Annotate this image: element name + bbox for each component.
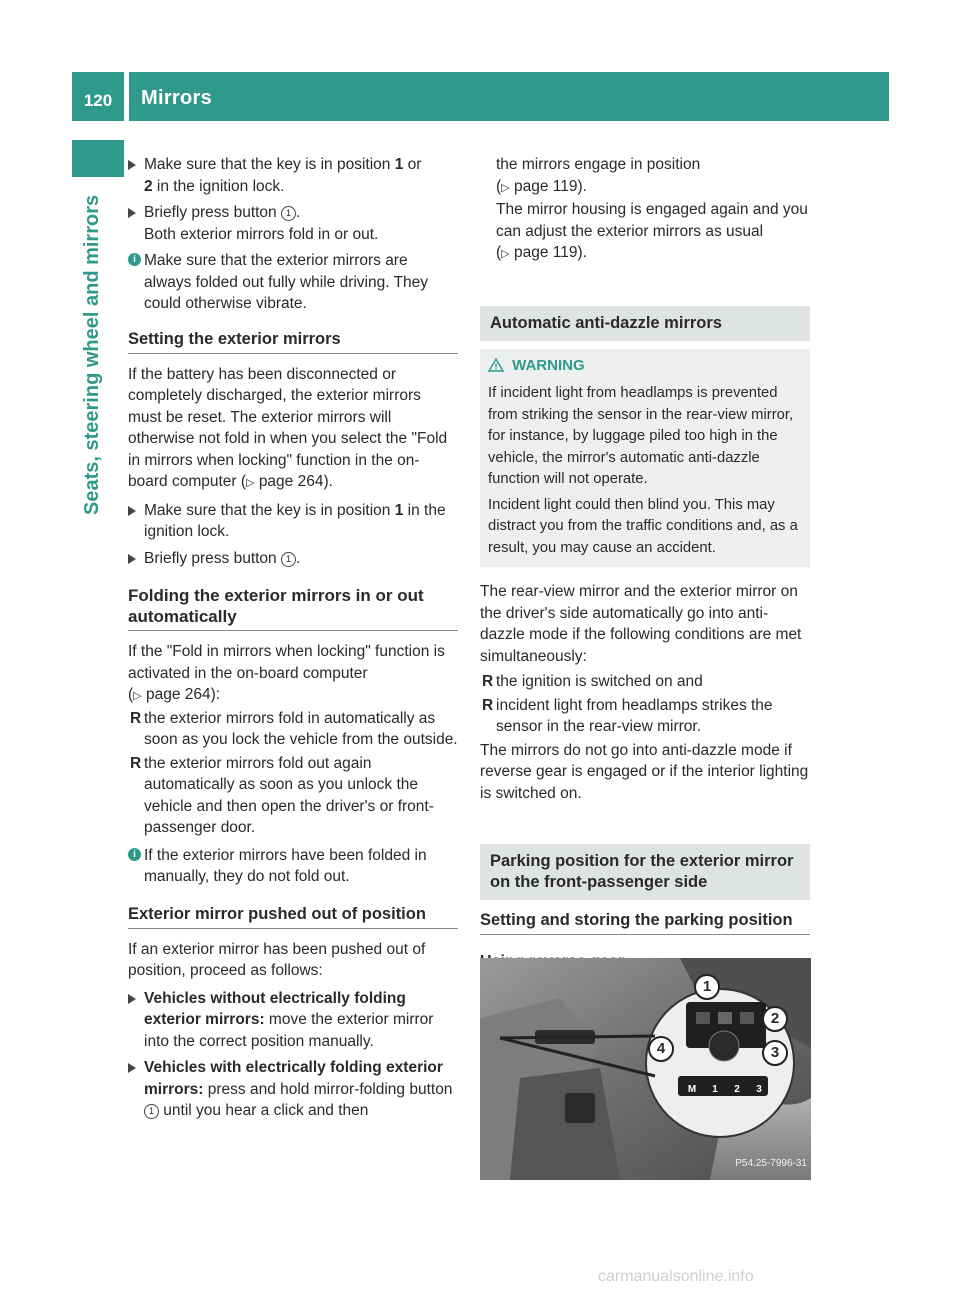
warning-box — [480, 349, 810, 568]
bullet-icon: R — [130, 754, 142, 772]
heading-setting-parking: Setting and storing the parking position — [480, 910, 810, 935]
step-without-folding: Vehicles without electrically folding exterior mirrors: move the exterior mirror into the correct position manually. — [128, 988, 458, 1053]
list-item: R incident light from headlamps strikes the sensor in the rear-view mirror. — [482, 696, 773, 735]
warning-text: Incident light could then blind you. This may distract you from the traffic conditions and, as a result, you may cause an accident. — [488, 496, 798, 556]
bullet-icon: R — [482, 673, 494, 690]
continued-text: the mirrors engage in position (▷ page 119). The mirror housing is engaged again and you can adjust the exterior mirrors as usual (▷ page 119). — [496, 156, 808, 261]
heading-pushed-out: Exterior mirror pushed out of position — [128, 904, 458, 929]
memory-button-2: 2 — [734, 1084, 740, 1095]
list-item: R the exterior mirrors fold in automatically as soon as you lock the vehicle from the outside. — [130, 709, 458, 748]
watermark-url: carmanualsonline.info — [598, 1268, 754, 1285]
warning-label: WARNING — [512, 356, 585, 374]
list-item: R the exterior mirrors fold out again automatically as soon as you unlock the vehicle and then open the driver's or front-passenger door. — [130, 754, 434, 836]
heading-folding-auto: Folding the exterior mirrors in or out automatically — [128, 585, 458, 631]
header-bar — [129, 72, 889, 121]
warning-triangle-icon — [488, 358, 504, 380]
paragraph-battery: If the battery has been disconnected or completely discharged, the exterior mirrors must be reset. The exterior mirrors will otherwise not fold in when you select the "Fold in mirrors when locking" function in the on-board computer (▷ page 264). — [128, 365, 448, 490]
section-parking-position: Parking position for the exterior mirror on the front-passenger side — [480, 844, 810, 900]
chapter-tab — [72, 140, 124, 177]
mirror-controls-photo — [480, 958, 811, 1180]
callout-3: 3 — [762, 1040, 788, 1066]
info-icon: i — [128, 253, 141, 266]
page-title: Mirrors — [141, 87, 213, 109]
button-1-symbol: 1 — [281, 552, 296, 567]
door-panel-illustration — [480, 958, 811, 1180]
step-with-folding: Vehicles with electrically folding exterior mirrors: press and hold mirror-folding button 1 until you hear a click and then — [128, 1057, 458, 1122]
step-key-position: Make sure that the key is in position 1 or 2 in the ignition lock. — [128, 154, 458, 197]
bullet-icon: R — [482, 696, 494, 714]
memory-button-3: 3 — [756, 1084, 762, 1095]
ref-arrow-icon: ▷ — [246, 477, 255, 489]
step-key-position-2: Make sure that the key is in position 1 in the ignition lock. — [128, 500, 458, 543]
memory-button-m: M — [687, 1084, 697, 1095]
chapter-title: Seats, steering wheel and mirrors — [81, 195, 103, 516]
photo-code: P54.25-7996-31 — [735, 1157, 807, 1169]
callout-4: 4 — [648, 1036, 674, 1062]
step-press-button-2: Briefly press button 1 . — [128, 548, 458, 570]
warning-text: If incident light from headlamps is prevented from striking the sensor in the rear-view mirror, for instance, by luggage piled too high in the vehicle, the mirror's automatic anti-dazzle function will not operate. — [488, 385, 794, 487]
step-press-button: Briefly press button 1 . Both exterior mirrors fold in or out. — [128, 202, 458, 245]
paragraph-no-dazzle: The mirrors do not go into anti-dazzle mode if reverse gear is engaged or if the interior lighting is switched on. — [480, 741, 809, 802]
page-number: 120 — [83, 91, 113, 110]
bullet-icon: R — [130, 709, 142, 727]
list-item: R the ignition is switched on and — [480, 671, 810, 693]
callout-1: 1 — [694, 974, 720, 1000]
ref-arrow-icon: ▷ — [501, 248, 510, 260]
memory-button-1: 1 — [712, 1084, 718, 1095]
button-1-symbol: 1 — [281, 206, 296, 221]
heading-setting-mirrors: Setting the exterior mirrors — [128, 329, 458, 354]
right-column — [480, 154, 810, 973]
info-note: i Make sure that the exterior mirrors are always folded out fully while driving. They could otherwise vibrate. — [128, 250, 458, 315]
info-note: i If the exterior mirrors have been folded in manually, they do not fold out. — [128, 845, 458, 888]
info-icon: i — [128, 848, 141, 861]
ref-arrow-icon: ▷ — [501, 181, 510, 194]
ref-arrow-icon: ▷ — [133, 690, 142, 702]
button-1-symbol: 1 — [144, 1104, 159, 1119]
paragraph-fold: If the "Fold in mirrors when locking" function is activated in the on-board computer (▷ page 264): — [128, 643, 445, 703]
paragraph-pushed: If an exterior mirror has been pushed out of position, proceed as follows: — [128, 940, 426, 979]
left-column — [128, 154, 458, 1127]
paragraph-dazzle: The rear-view mirror and the exterior mirror on the driver's side automatically go into anti-dazzle mode if the following conditions are met simultaneously: — [480, 583, 802, 665]
callout-2: 2 — [762, 1006, 788, 1032]
section-anti-dazzle: Automatic anti-dazzle mirrors — [480, 306, 810, 341]
